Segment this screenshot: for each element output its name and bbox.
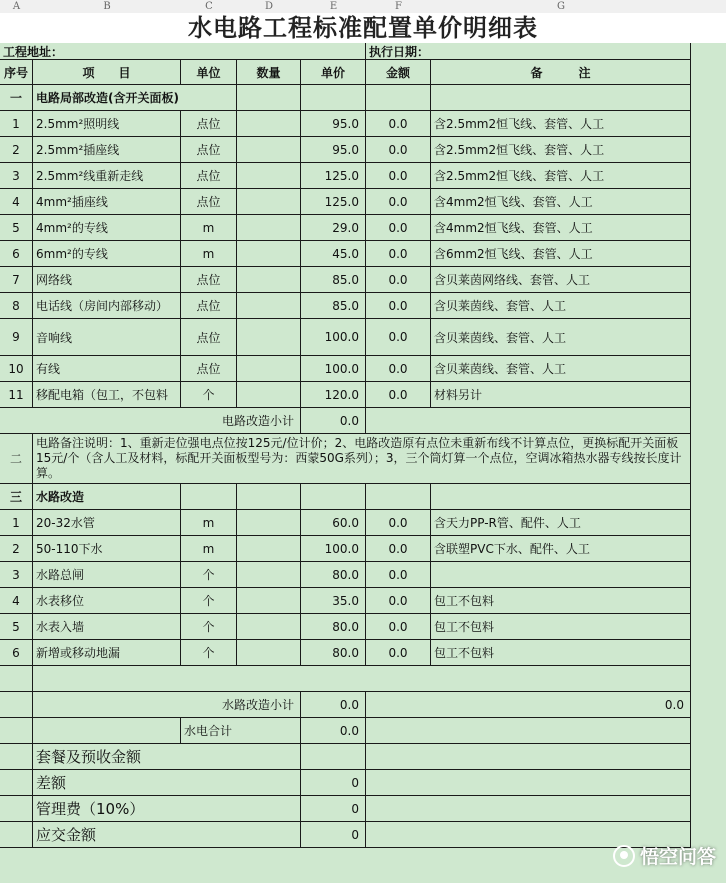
row-note[interactable]: 含4mm2恒飞线、套管、人工 xyxy=(431,215,691,241)
row-item[interactable]: 4mm²插座线 xyxy=(33,189,181,215)
row-amount[interactable]: 0.0 xyxy=(366,356,431,382)
row-price[interactable]: 100.0 xyxy=(301,356,366,382)
row-no[interactable]: 2 xyxy=(0,137,33,163)
row-item[interactable]: 水路总闸 xyxy=(33,562,181,588)
row-amount[interactable]: 0.0 xyxy=(366,382,431,408)
row-unit[interactable]: 点位 xyxy=(181,356,237,382)
table-cell[interactable] xyxy=(301,484,366,510)
row-price[interactable]: 85.0 xyxy=(301,267,366,293)
table-row xyxy=(0,111,726,137)
electric-notes[interactable]: 电路备注说明：1、重新走位强电点位按125元/位计价；2、电路改造原有点位未重新布线不计算点位，更换标配开关面板15元/个（含人工及材料，标配开关面板型号为：西蒙50G系列）；3，三个筒灯算一个点位，空调冰箱热水器专线按长度计算。 xyxy=(33,434,691,484)
water-subtotal-value[interactable]: 0.0 xyxy=(301,692,366,718)
section-no[interactable]: 三 xyxy=(0,484,33,510)
header-unit[interactable]: 单位 xyxy=(181,60,237,85)
table-row xyxy=(0,510,726,536)
row-note[interactable]: 包工不包料 xyxy=(431,614,691,640)
row-price[interactable]: 125.0 xyxy=(301,189,366,215)
table-row xyxy=(0,640,726,666)
table-cell[interactable] xyxy=(33,666,691,692)
table-row xyxy=(0,189,726,215)
column-header-f[interactable]: F xyxy=(395,1,402,12)
row-qty[interactable] xyxy=(237,614,301,640)
row-item[interactable]: 电话线（房间内部移动） xyxy=(33,293,181,319)
header-row xyxy=(0,60,726,85)
address-label[interactable]: 工程地址： xyxy=(0,43,366,60)
table-cell[interactable] xyxy=(366,408,691,434)
watermark-text: 悟空问答 xyxy=(639,846,716,868)
row-qty[interactable] xyxy=(237,293,301,319)
table-row xyxy=(0,293,726,319)
row-item[interactable]: 新增或移动地漏 xyxy=(33,640,181,666)
row-item[interactable]: 音响线 xyxy=(33,319,181,356)
table-row xyxy=(0,536,726,562)
total-value[interactable]: 0.0 xyxy=(301,718,366,744)
summary-label[interactable]: 管理费（10%） xyxy=(33,796,301,822)
row-note[interactable]: 含联塑PVC下水、配件、人工 xyxy=(431,536,691,562)
table-cell[interactable] xyxy=(431,484,691,510)
electric-subtotal-label[interactable]: 电路改造小计 xyxy=(0,408,301,434)
water-subtotal-label[interactable]: 水路改造小计 xyxy=(33,692,301,718)
table-cell[interactable] xyxy=(366,85,431,111)
row-qty[interactable] xyxy=(237,111,301,137)
row-amount[interactable]: 0.0 xyxy=(366,189,431,215)
row-qty[interactable] xyxy=(237,163,301,189)
row-unit[interactable]: 点位 xyxy=(181,293,237,319)
summary-value[interactable]: 0 xyxy=(301,822,366,848)
table-cell[interactable] xyxy=(237,484,301,510)
row-unit[interactable]: 点位 xyxy=(181,137,237,163)
row-unit[interactable]: 个 xyxy=(181,562,237,588)
row-price[interactable]: 125.0 xyxy=(301,163,366,189)
row-unit[interactable]: m xyxy=(181,536,237,562)
table-cell[interactable] xyxy=(0,718,33,744)
row-no[interactable]: 4 xyxy=(0,189,33,215)
row-amount[interactable]: 0.0 xyxy=(366,614,431,640)
row-price[interactable]: 100.0 xyxy=(301,319,366,356)
row-qty[interactable] xyxy=(237,640,301,666)
summary-row xyxy=(0,796,726,822)
table-cell[interactable] xyxy=(366,484,431,510)
row-amount[interactable]: 0.0 xyxy=(366,562,431,588)
column-header-g[interactable]: G xyxy=(557,1,565,12)
summary-label[interactable]: 应交金额 xyxy=(33,822,301,848)
row-qty[interactable] xyxy=(237,382,301,408)
row-item[interactable]: 移配电箱（包工，不包料 xyxy=(33,382,181,408)
row-qty[interactable] xyxy=(237,356,301,382)
summary-row xyxy=(0,770,726,796)
header-note[interactable]: 备 注 xyxy=(431,60,691,85)
address-row xyxy=(0,43,726,60)
row-amount[interactable]: 0.0 xyxy=(366,241,431,267)
row-note[interactable]: 材料另计 xyxy=(431,382,691,408)
row-unit[interactable]: 点位 xyxy=(181,319,237,356)
section-title[interactable]: 电路局部改造(含开关面板) xyxy=(33,85,237,111)
row-no[interactable]: 6 xyxy=(0,241,33,267)
summary-value[interactable]: 0 xyxy=(301,796,366,822)
column-header-bar xyxy=(0,0,726,14)
row-amount[interactable]: 0.0 xyxy=(366,267,431,293)
row-item[interactable]: 水表入墙 xyxy=(33,614,181,640)
row-qty[interactable] xyxy=(237,267,301,293)
section-row xyxy=(0,85,726,111)
blank-row xyxy=(0,666,726,692)
watermark xyxy=(613,842,716,869)
table-cell[interactable] xyxy=(366,744,691,770)
column-header-c[interactable]: C xyxy=(205,1,213,12)
section-no[interactable]: 二 xyxy=(0,434,33,484)
row-amount[interactable]: 0.0 xyxy=(366,588,431,614)
section-row xyxy=(0,484,726,510)
electric-subtotal-value[interactable]: 0.0 xyxy=(301,408,366,434)
wukong-logo-icon xyxy=(613,845,635,867)
row-qty[interactable] xyxy=(237,189,301,215)
header-amount[interactable]: 金额 xyxy=(366,60,431,85)
header-price[interactable]: 单价 xyxy=(301,60,366,85)
header-qty[interactable]: 数量 xyxy=(237,60,301,85)
table-row xyxy=(0,215,726,241)
row-note[interactable]: 包工不包料 xyxy=(431,640,691,666)
row-unit[interactable]: 点位 xyxy=(181,111,237,137)
notes-row xyxy=(0,434,726,484)
section-no[interactable]: 一 xyxy=(0,85,33,111)
row-note[interactable]: 含2.5mm2恒飞线、套管、人工 xyxy=(431,163,691,189)
table-cell[interactable] xyxy=(0,692,33,718)
row-unit[interactable]: 个 xyxy=(181,614,237,640)
row-qty[interactable] xyxy=(237,319,301,356)
row-item[interactable]: 2.5mm²插座线 xyxy=(33,137,181,163)
column-header-d[interactable]: D xyxy=(264,1,274,12)
row-note[interactable]: 含2.5mm2恒飞线、套管、人工 xyxy=(431,111,691,137)
row-qty[interactable] xyxy=(237,137,301,163)
row-price[interactable]: 35.0 xyxy=(301,588,366,614)
row-amount[interactable]: 0.0 xyxy=(366,111,431,137)
table-cell[interactable] xyxy=(431,85,691,111)
row-price[interactable]: 95.0 xyxy=(301,137,366,163)
table-cell[interactable] xyxy=(301,85,366,111)
table-cell[interactable] xyxy=(33,718,181,744)
row-price[interactable]: 100.0 xyxy=(301,536,366,562)
row-item[interactable]: 50-110下水 xyxy=(33,536,181,562)
total-row xyxy=(0,718,726,744)
row-price[interactable]: 45.0 xyxy=(301,241,366,267)
row-note[interactable]: 含贝莱茵网络线、套管、人工 xyxy=(431,267,691,293)
row-no[interactable]: 2 xyxy=(0,536,33,562)
row-no[interactable]: 5 xyxy=(0,614,33,640)
row-note[interactable]: 含贝莱茵线、套管、人工 xyxy=(431,356,691,382)
row-item[interactable]: 6mm²的专线 xyxy=(33,241,181,267)
row-qty[interactable] xyxy=(237,562,301,588)
row-qty[interactable] xyxy=(237,536,301,562)
row-note[interactable]: 含6mm2恒飞线、套管、人工 xyxy=(431,241,691,267)
row-no[interactable]: 11 xyxy=(0,382,33,408)
row-unit[interactable]: 个 xyxy=(181,382,237,408)
table-cell[interactable] xyxy=(366,718,691,744)
sheet-title: 水电路工程标准配置单价明细表 xyxy=(0,13,726,43)
table-row xyxy=(0,163,726,189)
row-qty[interactable] xyxy=(237,588,301,614)
row-price[interactable]: 95.0 xyxy=(301,111,366,137)
row-qty[interactable] xyxy=(237,510,301,536)
row-item[interactable]: 2.5mm²照明线 xyxy=(33,111,181,137)
row-note[interactable]: 含贝莱茵线、套管、人工 xyxy=(431,319,691,356)
row-unit[interactable]: 点位 xyxy=(181,163,237,189)
row-item[interactable]: 4mm²的专线 xyxy=(33,215,181,241)
summary-value[interactable] xyxy=(301,744,366,770)
table-row xyxy=(0,319,726,356)
row-price[interactable]: 80.0 xyxy=(301,562,366,588)
row-no[interactable]: 1 xyxy=(0,111,33,137)
row-note[interactable]: 含天力PP-R管、配件、人工 xyxy=(431,510,691,536)
table-cell[interactable] xyxy=(366,796,691,822)
row-no[interactable]: 10 xyxy=(0,356,33,382)
row-qty[interactable] xyxy=(237,241,301,267)
row-price[interactable]: 60.0 xyxy=(301,510,366,536)
row-price[interactable]: 85.0 xyxy=(301,293,366,319)
row-no[interactable]: 7 xyxy=(0,267,33,293)
table-cell[interactable] xyxy=(0,770,33,796)
row-amount[interactable]: 0.0 xyxy=(366,510,431,536)
row-price[interactable]: 80.0 xyxy=(301,640,366,666)
table-row xyxy=(0,382,726,408)
row-item[interactable]: 网络线 xyxy=(33,267,181,293)
row-unit[interactable]: 点位 xyxy=(181,189,237,215)
row-qty[interactable] xyxy=(237,215,301,241)
table-row xyxy=(0,241,726,267)
table-cell[interactable] xyxy=(0,744,33,770)
table-cell[interactable] xyxy=(0,822,33,848)
column-header-e[interactable]: E xyxy=(329,1,338,12)
row-item[interactable]: 2.5mm²线重新走线 xyxy=(33,163,181,189)
row-no[interactable]: 5 xyxy=(0,215,33,241)
row-no[interactable]: 1 xyxy=(0,510,33,536)
row-no[interactable]: 8 xyxy=(0,293,33,319)
row-amount[interactable]: 0.0 xyxy=(366,215,431,241)
row-price[interactable]: 29.0 xyxy=(301,215,366,241)
table-cell[interactable] xyxy=(237,85,301,111)
row-no[interactable]: 3 xyxy=(0,163,33,189)
row-amount[interactable]: 0.0 xyxy=(366,293,431,319)
table-row xyxy=(0,356,726,382)
row-unit[interactable]: m xyxy=(181,510,237,536)
row-amount[interactable]: 0.0 xyxy=(366,319,431,356)
row-unit[interactable]: 个 xyxy=(181,640,237,666)
header-item[interactable]: 项 目 xyxy=(33,60,181,85)
summary-label[interactable]: 套餐及预收金额 xyxy=(33,744,301,770)
row-price[interactable]: 80.0 xyxy=(301,614,366,640)
table-row xyxy=(0,267,726,293)
summary-label[interactable]: 差额 xyxy=(33,770,301,796)
table-row xyxy=(0,588,726,614)
electric-subtotal-row xyxy=(0,408,726,434)
row-note[interactable]: 含贝莱茵线、套管、人工 xyxy=(431,293,691,319)
header-no[interactable]: 序号 xyxy=(0,60,33,85)
row-item[interactable]: 有线 xyxy=(33,356,181,382)
table-cell[interactable] xyxy=(181,484,237,510)
row-price[interactable]: 120.0 xyxy=(301,382,366,408)
table-row xyxy=(0,562,726,588)
total-label[interactable]: 水电合计 xyxy=(181,718,301,744)
summary-value[interactable]: 0 xyxy=(301,770,366,796)
row-unit[interactable]: 点位 xyxy=(181,267,237,293)
column-header-a[interactable]: A xyxy=(12,1,21,12)
row-unit[interactable]: 个 xyxy=(181,588,237,614)
table-cell[interactable] xyxy=(0,666,33,692)
column-header-b[interactable]: B xyxy=(103,1,111,12)
row-amount[interactable]: 0.0 xyxy=(366,640,431,666)
row-unit[interactable]: m xyxy=(181,215,237,241)
row-no[interactable]: 6 xyxy=(0,640,33,666)
table-row xyxy=(0,614,726,640)
table-cell[interactable] xyxy=(366,770,691,796)
row-item[interactable]: 20-32水管 xyxy=(33,510,181,536)
table-row xyxy=(0,137,726,163)
water-subtotal-row xyxy=(0,692,726,718)
row-no[interactable]: 3 xyxy=(0,562,33,588)
row-item[interactable]: 水表移位 xyxy=(33,588,181,614)
row-no[interactable]: 4 xyxy=(0,588,33,614)
row-note[interactable]: 含4mm2恒飞线、套管、人工 xyxy=(431,189,691,215)
row-note[interactable]: 包工不包料 xyxy=(431,588,691,614)
row-note[interactable]: 含2.5mm2恒飞线、套管、人工 xyxy=(431,137,691,163)
water-subtotal-right-value[interactable]: 0.0 xyxy=(366,692,691,718)
row-note[interactable] xyxy=(431,562,691,588)
row-amount[interactable]: 0.0 xyxy=(366,536,431,562)
row-no[interactable]: 9 xyxy=(0,319,33,356)
date-label[interactable]: 执行日期： xyxy=(366,43,691,60)
row-amount[interactable]: 0.0 xyxy=(366,137,431,163)
row-amount[interactable]: 0.0 xyxy=(366,163,431,189)
row-unit[interactable]: m xyxy=(181,241,237,267)
summary-row xyxy=(0,744,726,770)
table-cell[interactable] xyxy=(0,796,33,822)
section-title[interactable]: 水路改造 xyxy=(33,484,181,510)
